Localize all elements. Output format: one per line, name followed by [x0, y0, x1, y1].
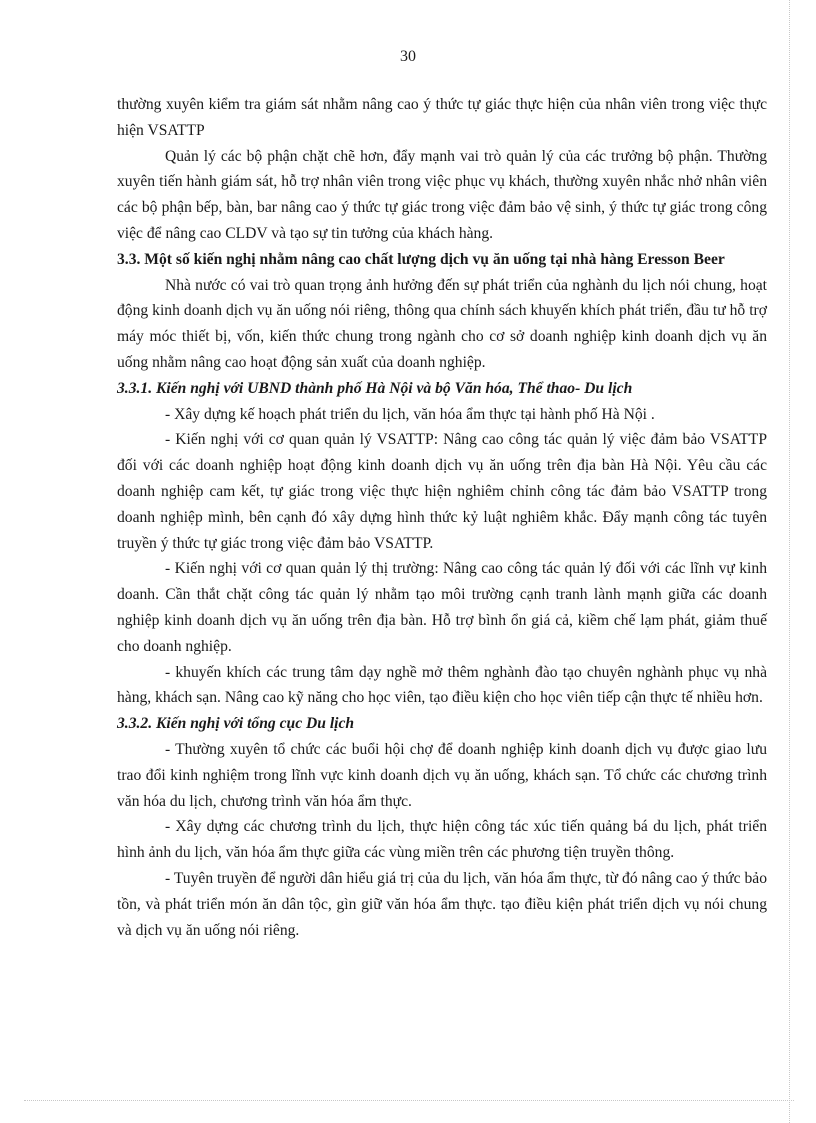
paragraph: - Thường xuyên tổ chức các buổi hội chợ để doanh nghiệp kinh doanh dịch vụ được giao lưu trao đổi kinh nghiệm trong lĩnh vực kinh doanh dịch vụ ăn uống, khách sạn. Tổ chức các chương trình văn hóa du lịch, chương trình văn hóa ẩm thực. — [117, 740, 767, 810]
paragraph: - Tuyên truyền để người dân hiểu giá trị của du lịch, văn hóa ẩm thực, từ đó nâng cao ý thức bảo tồn, và phát triển món ăn dân tộc, gìn giữ văn hóa ẩm thực. tạo điều kiện phát triển dịch vụ nói chung và dịch vụ ăn uống nói riêng. — [117, 869, 767, 939]
paragraph: - khuyến khích các trung tâm dạy nghề mở thêm nghành đào tạo chuyên nghành phục vụ nhà hàng, khách sạn. Nâng cao kỹ năng cho học viên, tạo điều kiện cho học viên tiếp cận thực tế nhiều hơn. — [117, 663, 767, 707]
paragraph: Quản lý các bộ phận chặt chẽ hơn, đẩy mạnh vai trò quản lý của các trưởng bộ phận. Thường xuyên tiến hành giám sát, hỗ trợ nhân viên trong việc phục vụ khách, thường xuyên nhắc nhở nhân viên các bộ phận bếp, bàn, bar nâng cao ý thức tự giác trong việc đảm bảo vệ sinh, ý thức tự giác trong công việc để nâng cao CLDV và tạo sự tin tưởng của khách hàng. — [117, 147, 767, 242]
section-heading-3-3: 3.3. Một số kiến nghị nhằm nâng cao chất lượng dịch vụ ăn uống tại nhà hàng Eresson Beer — [117, 250, 725, 268]
page-number: 30 — [400, 48, 416, 65]
paragraph: - Kiến nghị với cơ quan quản lý thị trường: Nâng cao công tác quản lý đối với các lĩnh vự kinh doanh. Cần thắt chặt công tác quản lý nhằm tạo môi trường cạnh tranh lành mạnh giữa các doanh nghiệp kinh doanh dịch vụ ăn uống trên địa bàn. Hỗ trợ bình ổn giá cả, kiềm chế lạm phát, giảm thuế cho doanh nghiệp. — [117, 560, 767, 655]
paragraph: - Xây dựng các chương trình du lịch, thực hiện công tác xúc tiến quảng bá du lịch, phát triển hình ảnh du lịch, văn hóa ẩm thực giữa các vùng miền trên các phương tiện truyền thông. — [117, 818, 767, 862]
subsection-heading-3-3-1: 3.3.1. Kiến nghị với UBND thành phố Hà Nội và bộ Văn hóa, Thể thao- Du lịch — [117, 379, 633, 397]
page-border-bottom — [24, 1100, 794, 1101]
document-body — [117, 92, 767, 943]
subsection-heading-3-3-2: 3.3.2. Kiến nghị với tổng cục Du lịch — [117, 715, 355, 733]
paragraph: thường xuyên kiểm tra giám sát nhằm nâng cao ý thức tự giác thực hiện của nhân viên trong việc thực hiện VSATTP — [117, 96, 767, 139]
paragraph: - Kiến nghị với cơ quan quản lý VSATTP: Nâng cao công tác quản lý việc đảm bảo VSATTP đối với các doanh nghiệp hoạt động kinh doanh dịch vụ ăn uống trên địa bàn Hà Nội. Yêu cầu các doanh nghiệp cam kết, tự giác trong việc thực hiện nghiêm chỉnh công tác đảm bảo VSATTP trong doanh nghiệp mình, bên cạnh đó xây dựng hình thức kỷ luật nghiêm khắc. Đẩy mạnh công tác tuyên truyền ý thức tự giác trong việc đảm bảo VSATTP. — [117, 431, 767, 552]
page-border-right — [789, 0, 790, 1123]
paragraph: Nhà nước có vai trò quan trọng ảnh hưởng đến sự phát triển của nghành du lịch nói chung, hoạt động kinh doanh dịch vụ ăn uống nói riêng, thông qua chính sách khuyến khích phát triển, đầu tư hỗ trợ máy móc thiết bị, vốn, kiến thức chung trong ngành cho cơ sở doanh nghiệp kinh doanh dịch vụ ăn uống nhằm nâng cao hoạt động sản xuất của doanh nghiệp. — [117, 276, 767, 371]
paragraph: - Xây dựng kế hoạch phát triển du lịch, văn hóa ẩm thực tại hành phố Hà Nội . — [165, 405, 655, 423]
